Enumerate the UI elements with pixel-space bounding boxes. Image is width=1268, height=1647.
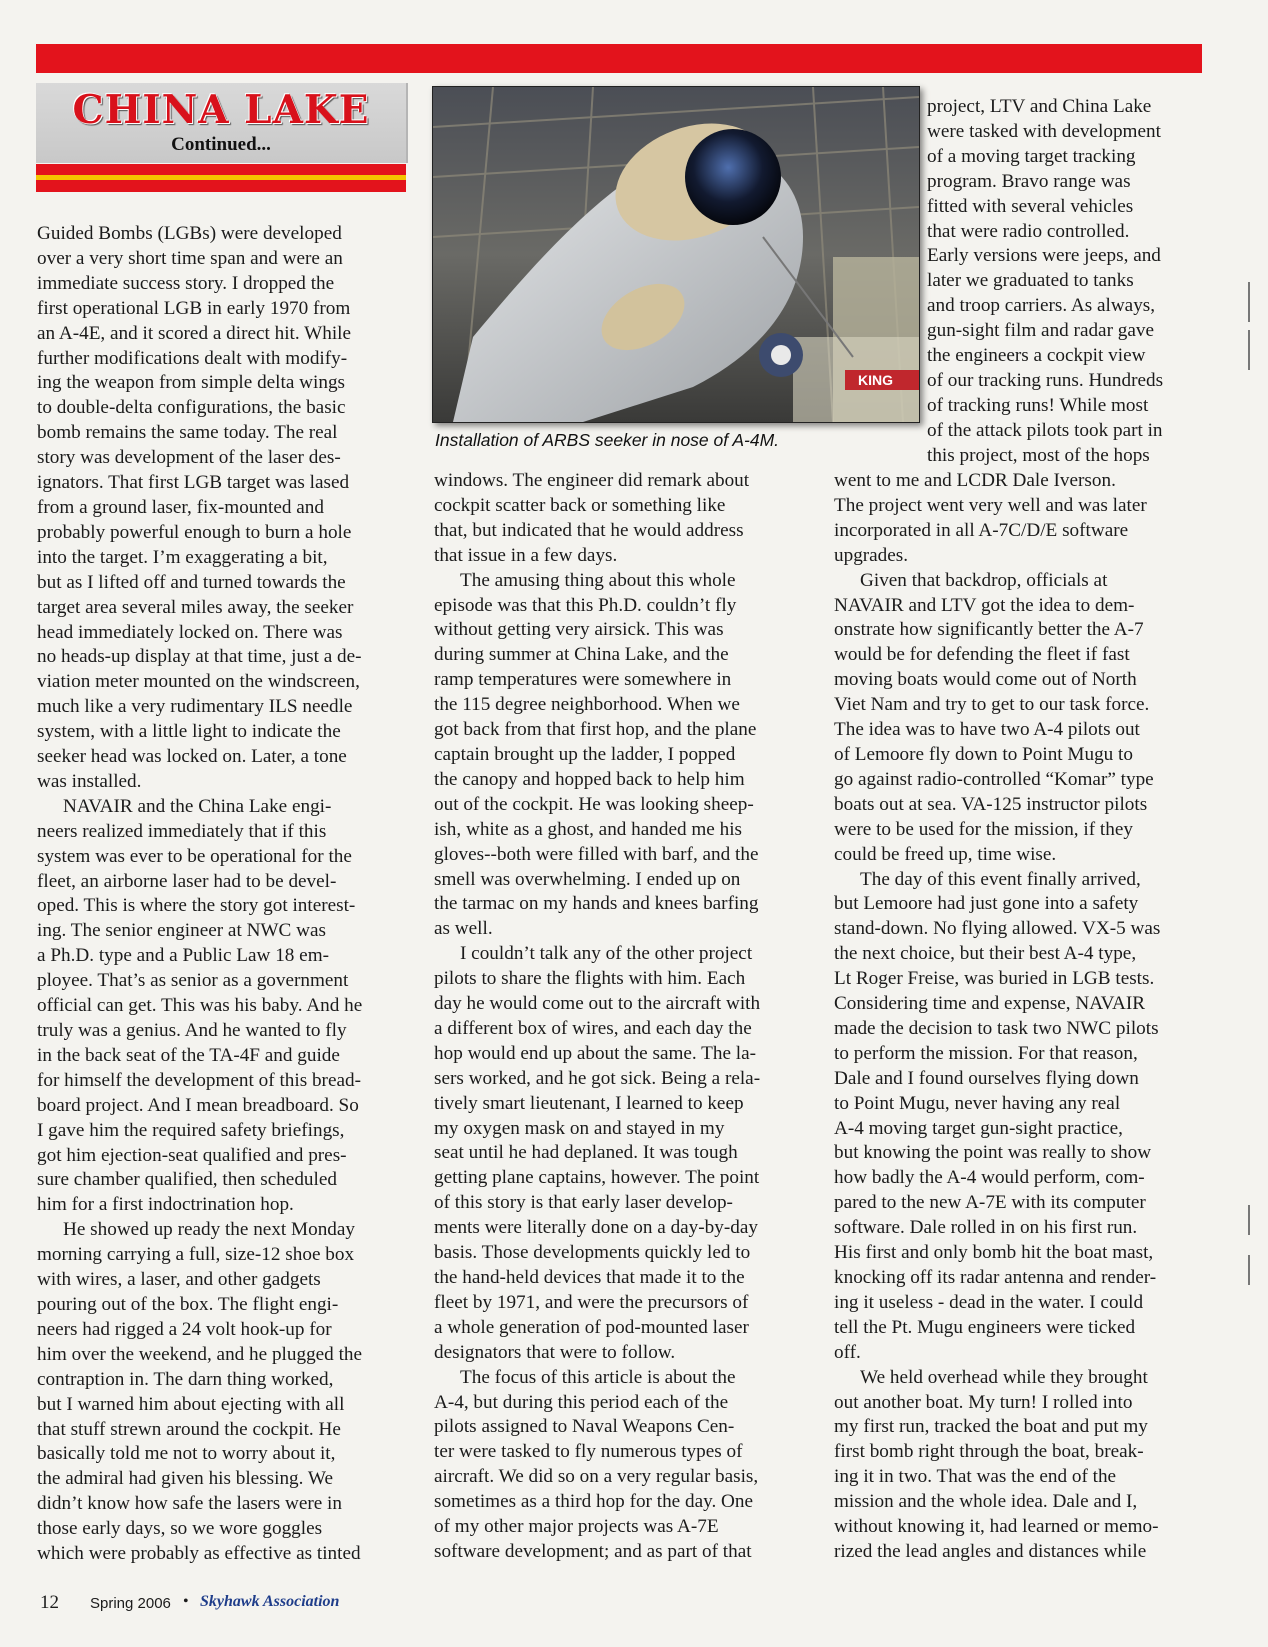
text-line: program. Bravo range was bbox=[927, 170, 1131, 192]
text-line: software development; and as part of that bbox=[434, 1540, 752, 1562]
text-line: but I warned him about ejecting with all bbox=[37, 1393, 345, 1415]
text-line: were to be used for the mission, if they bbox=[834, 818, 1133, 840]
text-line: project, LTV and China Lake bbox=[927, 96, 1152, 117]
text-line: ing. The senior engineer at NWC was bbox=[37, 920, 326, 942]
text-line: the engineers a cockpit view bbox=[927, 345, 1146, 367]
text-line: fleet, an airborne laser had to be devel- bbox=[37, 870, 337, 892]
text-line: pilots to share the flights with him. Each bbox=[434, 968, 746, 990]
text-line: rized the lead angles and distances while bbox=[834, 1540, 1147, 1562]
photo-sign-text: KING bbox=[858, 372, 893, 388]
text-line: official can get. This was his baby. And he bbox=[37, 995, 363, 1017]
text-line: into the target. I’m exaggerating a bit, bbox=[37, 546, 328, 568]
text-line: stand-down. No flying allowed. VX-5 was bbox=[834, 918, 1161, 940]
text-line: of my other major projects was A-7E bbox=[434, 1516, 719, 1538]
text-line: no heads-up display at that time, just a de- bbox=[37, 646, 362, 668]
text-line: that issue in a few days. bbox=[434, 544, 618, 566]
text-line: cockpit scatter back or something like bbox=[434, 494, 726, 516]
text-line: a whole generation of pod-mounted laser bbox=[434, 1316, 749, 1338]
footer-separator: • bbox=[183, 1593, 189, 1610]
text-line: first operational LGB in early 1970 from bbox=[37, 297, 351, 319]
text-line: him for a first indoctrination hop. bbox=[37, 1194, 294, 1216]
text-line: fitted with several vehicles bbox=[927, 195, 1134, 217]
text-line: went to me and LCDR Dale Iverson. bbox=[834, 470, 1116, 491]
text-line: was installed. bbox=[37, 770, 142, 792]
text-line: Lt Roger Freise, was buried in LGB tests. bbox=[834, 968, 1155, 990]
text-line: contraption in. The darn thing worked, bbox=[37, 1368, 334, 1390]
text-line: captain brought up the ladder, I popped bbox=[434, 743, 736, 765]
text-line: getting plane captains, however. The point bbox=[434, 1167, 760, 1189]
text-line: basis. Those developments quickly led to bbox=[434, 1242, 751, 1264]
text-line: The day of this event finally arrived, bbox=[860, 868, 1141, 890]
text-line: board project. And I mean breadboard. So bbox=[37, 1094, 359, 1116]
section-subtitle: Continued... bbox=[171, 134, 271, 155]
text-line: truly was a genius. And he wanted to fly bbox=[37, 1020, 347, 1041]
page-bleed-mark bbox=[1248, 1205, 1250, 1235]
text-line: designators that were to follow. bbox=[434, 1341, 676, 1363]
text-line: Viet Nam and try to get to our task force. bbox=[834, 694, 1150, 716]
text-line: head immediately locked on. There was bbox=[37, 621, 343, 643]
text-line: of a moving target tracking bbox=[927, 145, 1136, 167]
text-line: viation meter mounted on the windscreen, bbox=[37, 671, 360, 693]
publication-name: Skyhawk Association bbox=[200, 1593, 340, 1610]
text-column-2 bbox=[434, 469, 814, 1565]
text-line: would be for defending the fleet if fast bbox=[834, 644, 1130, 666]
text-line: of our tracking runs. Hundreds bbox=[927, 369, 1164, 391]
text-line: software. Dale rolled in on his first run. bbox=[834, 1217, 1138, 1239]
text-line: out of the cockpit. He was looking sheep- bbox=[434, 793, 754, 815]
text-line: system was ever to be operational for the bbox=[37, 845, 352, 867]
text-line: gun-sight film and radar gave bbox=[927, 320, 1154, 342]
text-line: immediate success story. I dropped the bbox=[37, 272, 335, 294]
text-line: an A-4E, and it scored a direct hit. While bbox=[37, 322, 352, 344]
text-line: that were radio controlled. bbox=[927, 220, 1130, 242]
text-line: ish, white as a ghost, and handed me his bbox=[434, 818, 743, 840]
text-line: those early days, so we wore goggles bbox=[37, 1518, 323, 1540]
text-line: pared to the new A-7E with its computer bbox=[834, 1192, 1146, 1214]
text-line: mission and the whole idea. Dale and I, bbox=[834, 1491, 1138, 1513]
text-line: of the attack pilots took part in bbox=[927, 419, 1163, 441]
text-line: later we graduated to tanks bbox=[927, 270, 1134, 292]
text-line: ignators. That first LGB target was lased bbox=[37, 472, 350, 494]
text-line: probably powerful enough to burn a hole bbox=[37, 521, 352, 543]
text-line: got him ejection-seat qualified and pres- bbox=[37, 1144, 347, 1166]
text-line: episode was that this Ph.D. couldn’t fly bbox=[434, 594, 737, 616]
text-line: but knowing the point was really to show bbox=[834, 1142, 1152, 1164]
text-line: pouring out of the box. The flight engi- bbox=[37, 1293, 339, 1315]
page-number: 12 bbox=[40, 1592, 59, 1613]
issue-label: Spring 2006 bbox=[90, 1595, 171, 1612]
text-column-3-bottom bbox=[834, 469, 1202, 1565]
text-line: upgrades. bbox=[834, 544, 909, 566]
text-line: the admiral had given his blessing. We bbox=[37, 1468, 333, 1490]
text-line: ing it in two. That was the end of the bbox=[834, 1466, 1117, 1488]
text-line: The idea was to have two A-4 pilots out bbox=[834, 719, 1140, 741]
text-line: neers had rigged a 24 volt hook-up for bbox=[37, 1318, 332, 1340]
text-line: His first and only bomb hit the boat mast, bbox=[834, 1242, 1154, 1264]
text-line: ing the weapon from simple delta wings bbox=[37, 372, 346, 394]
text-line: of tracking runs! While most bbox=[927, 394, 1149, 416]
page-footer bbox=[40, 1592, 640, 1622]
text-line: sure chamber qualified, then scheduled bbox=[37, 1169, 337, 1191]
text-line: were tasked with development bbox=[927, 120, 1161, 142]
text-line: but Lemoore had just gone into a safety bbox=[834, 893, 1139, 915]
text-line: seat until he had deplaned. It was tough bbox=[434, 1142, 738, 1164]
text-line: first bomb right through the boat, break- bbox=[834, 1441, 1144, 1463]
text-line: hop would end up about the same. The la- bbox=[434, 1042, 757, 1064]
text-line: didn’t know how safe the lasers were in bbox=[37, 1493, 342, 1515]
text-line: from a ground laser, fix-mounted and bbox=[37, 496, 324, 518]
text-line: further modifications dealt with modify- bbox=[37, 347, 348, 369]
text-line: to double-delta configurations, the basic bbox=[37, 397, 346, 419]
text-line: during summer at China Lake, and the bbox=[434, 644, 729, 666]
text-line: without knowing it, had learned or memo- bbox=[834, 1516, 1159, 1538]
section-title-box bbox=[36, 83, 408, 163]
text-line: that, but indicated that he would address bbox=[434, 519, 744, 541]
text-line: incorporated in all A-7C/D/E software bbox=[834, 519, 1129, 541]
text-line: without getting very airsick. This was bbox=[434, 619, 724, 641]
text-line: as well. bbox=[434, 918, 493, 940]
text-line: this project, most of the hops bbox=[927, 444, 1150, 466]
text-line: could be freed up, time wise. bbox=[834, 843, 1057, 865]
text-line: bomb remains the same today. The real bbox=[37, 422, 338, 444]
text-column-3-top bbox=[927, 95, 1202, 469]
text-line: neers realized immediately that if this bbox=[37, 820, 327, 842]
text-line: Given that backdrop, officials at bbox=[860, 569, 1108, 591]
text-line: He showed up ready the next Monday bbox=[63, 1219, 356, 1241]
text-line: fleet by 1971, and were the precursors of bbox=[434, 1291, 749, 1313]
text-line: for himself the development of this bread- bbox=[37, 1069, 361, 1091]
text-line: out another boat. My turn! I rolled into bbox=[834, 1391, 1133, 1413]
text-line: that stuff strewn around the cockpit. He bbox=[37, 1418, 341, 1440]
text-line: of this story is that early laser develop- bbox=[434, 1192, 733, 1214]
text-line: a Ph.D. type and a Public Law 18 em- bbox=[37, 945, 330, 967]
text-line: in the back seat of the TA-4F and guide bbox=[37, 1044, 340, 1066]
text-line: NAVAIR and the China Lake engi- bbox=[63, 795, 332, 817]
text-line: with wires, a laser, and other gadgets bbox=[37, 1269, 321, 1291]
text-line: a different box of wires, and each day the bbox=[434, 1017, 752, 1039]
text-line: story was development of the laser des- bbox=[37, 447, 341, 469]
text-line: gloves--both were filled with barf, and the bbox=[434, 843, 759, 865]
text-line: We held overhead while they brought bbox=[860, 1366, 1148, 1388]
text-line: ramp temperatures were somewhere in bbox=[434, 669, 732, 691]
section-title: CHINA LAKE bbox=[72, 87, 370, 133]
text-line: I couldn’t talk any of the other project bbox=[460, 943, 753, 965]
text-line: tell the Pt. Mugu engineers were ticked bbox=[834, 1316, 1136, 1338]
text-line: the tarmac on my hands and knees barfing bbox=[434, 893, 759, 915]
text-line: day he would come out to the aircraft with bbox=[434, 993, 761, 1015]
text-line: onstrate how significantly better the A-7 bbox=[834, 619, 1144, 641]
text-line: my oxygen mask on and stayed in my bbox=[434, 1117, 725, 1139]
text-line: to perform the mission. For that reason, bbox=[834, 1042, 1138, 1064]
text-line: target area several miles away, the seeker bbox=[37, 596, 354, 618]
text-line: made the decision to task two NWC pilots bbox=[834, 1017, 1159, 1039]
page-bleed-mark bbox=[1248, 282, 1250, 322]
text-column-1 bbox=[37, 222, 419, 1567]
text-line: seeker head was locked on. Later, a tone bbox=[37, 746, 347, 768]
text-line: which were probably as effective as tinted bbox=[37, 1543, 361, 1565]
text-line: of Lemoore fly down to Point Mugu to bbox=[834, 743, 1133, 765]
text-line: oped. This is where the story got interest- bbox=[37, 895, 356, 917]
text-line: aircraft. We did so on a very regular basis, bbox=[434, 1466, 759, 1488]
text-line: how badly the A-4 would perform, com- bbox=[834, 1167, 1145, 1189]
text-line: morning carrying a full, size-12 shoe box bbox=[37, 1244, 355, 1266]
text-line: go against radio-controlled “Komar” type bbox=[834, 768, 1154, 790]
text-line: boats out at sea. VA-125 instructor pilots bbox=[834, 793, 1148, 815]
text-line: moving boats would come out of North bbox=[834, 669, 1137, 691]
text-line: and troop carriers. As always, bbox=[927, 295, 1156, 317]
text-line: sers worked, and he got sick. Being a rela- bbox=[434, 1067, 761, 1089]
text-line: windows. The engineer did remark about bbox=[434, 470, 750, 491]
text-line: smell was overwhelming. I ended up on bbox=[434, 868, 741, 890]
article-photo bbox=[432, 86, 920, 423]
text-line: the hand-held devices that made it to the bbox=[434, 1267, 745, 1288]
text-line: ments were literally done on a day-by-day bbox=[434, 1217, 758, 1239]
text-line: The project went very well and was later bbox=[834, 494, 1147, 516]
text-line: system, with a little light to indicate the bbox=[37, 721, 341, 743]
text-line: The focus of this article is about the bbox=[460, 1366, 736, 1388]
text-line: got back from that first hop, and the plane bbox=[434, 719, 757, 741]
text-line: Early versions were jeeps, and bbox=[927, 245, 1161, 267]
text-line: Guided Bombs (LGBs) were developed bbox=[37, 223, 342, 244]
text-line: the next choice, but their best A-4 type, bbox=[834, 943, 1137, 965]
text-line: over a very short time span and were an bbox=[37, 247, 343, 269]
text-line: Considering time and expense, NAVAIR bbox=[834, 993, 1146, 1015]
text-line: Dale and I found ourselves flying down bbox=[834, 1067, 1139, 1089]
text-line: the canopy and hopped back to help him bbox=[434, 768, 745, 790]
text-line: knocking off its radar antenna and render- bbox=[834, 1267, 1157, 1288]
photo-caption: Installation of ARBS seeker in nose of A-4M. bbox=[435, 430, 780, 450]
text-line: ing it useless - dead in the water. I could bbox=[834, 1291, 1144, 1313]
top-red-bar bbox=[36, 44, 1202, 73]
text-line: I gave him the required safety briefings, bbox=[37, 1119, 345, 1141]
aircraft-nose-photo bbox=[433, 87, 919, 422]
page-bleed-mark bbox=[1248, 330, 1250, 370]
text-line: NAVAIR and LTV got the idea to dem- bbox=[834, 594, 1135, 616]
text-line: The amusing thing about this whole bbox=[460, 569, 736, 591]
text-line: pilots assigned to Naval Weapons Cen- bbox=[434, 1416, 735, 1438]
text-line: ter were tasked to fly numerous types of bbox=[434, 1441, 743, 1463]
page-bleed-mark bbox=[1248, 1255, 1250, 1285]
text-line: A-4 moving target gun-sight practice, bbox=[834, 1117, 1123, 1139]
text-line: him over the weekend, and he plugged the bbox=[37, 1343, 363, 1365]
text-line: A-4, but during this period each of the bbox=[434, 1391, 729, 1413]
text-line: tively smart lieutenant, I learned to keep bbox=[434, 1092, 744, 1114]
text-line: but as I lifted off and turned towards the bbox=[37, 571, 346, 593]
text-line: off. bbox=[834, 1341, 861, 1363]
text-line: my first run, tracked the boat and put my bbox=[834, 1416, 1148, 1438]
text-line: to Point Mugu, never having any real bbox=[834, 1092, 1121, 1114]
text-line: the 115 degree neighborhood. When we bbox=[434, 694, 740, 716]
text-line: basically told me not to worry about it, bbox=[37, 1443, 336, 1465]
text-line: ployee. That’s as senior as a government bbox=[37, 970, 349, 992]
text-line: sometimes as a third hop for the day. One bbox=[434, 1491, 754, 1513]
title-stripes bbox=[36, 164, 406, 196]
text-line: much like a very rudimentary ILS needle bbox=[37, 696, 353, 718]
